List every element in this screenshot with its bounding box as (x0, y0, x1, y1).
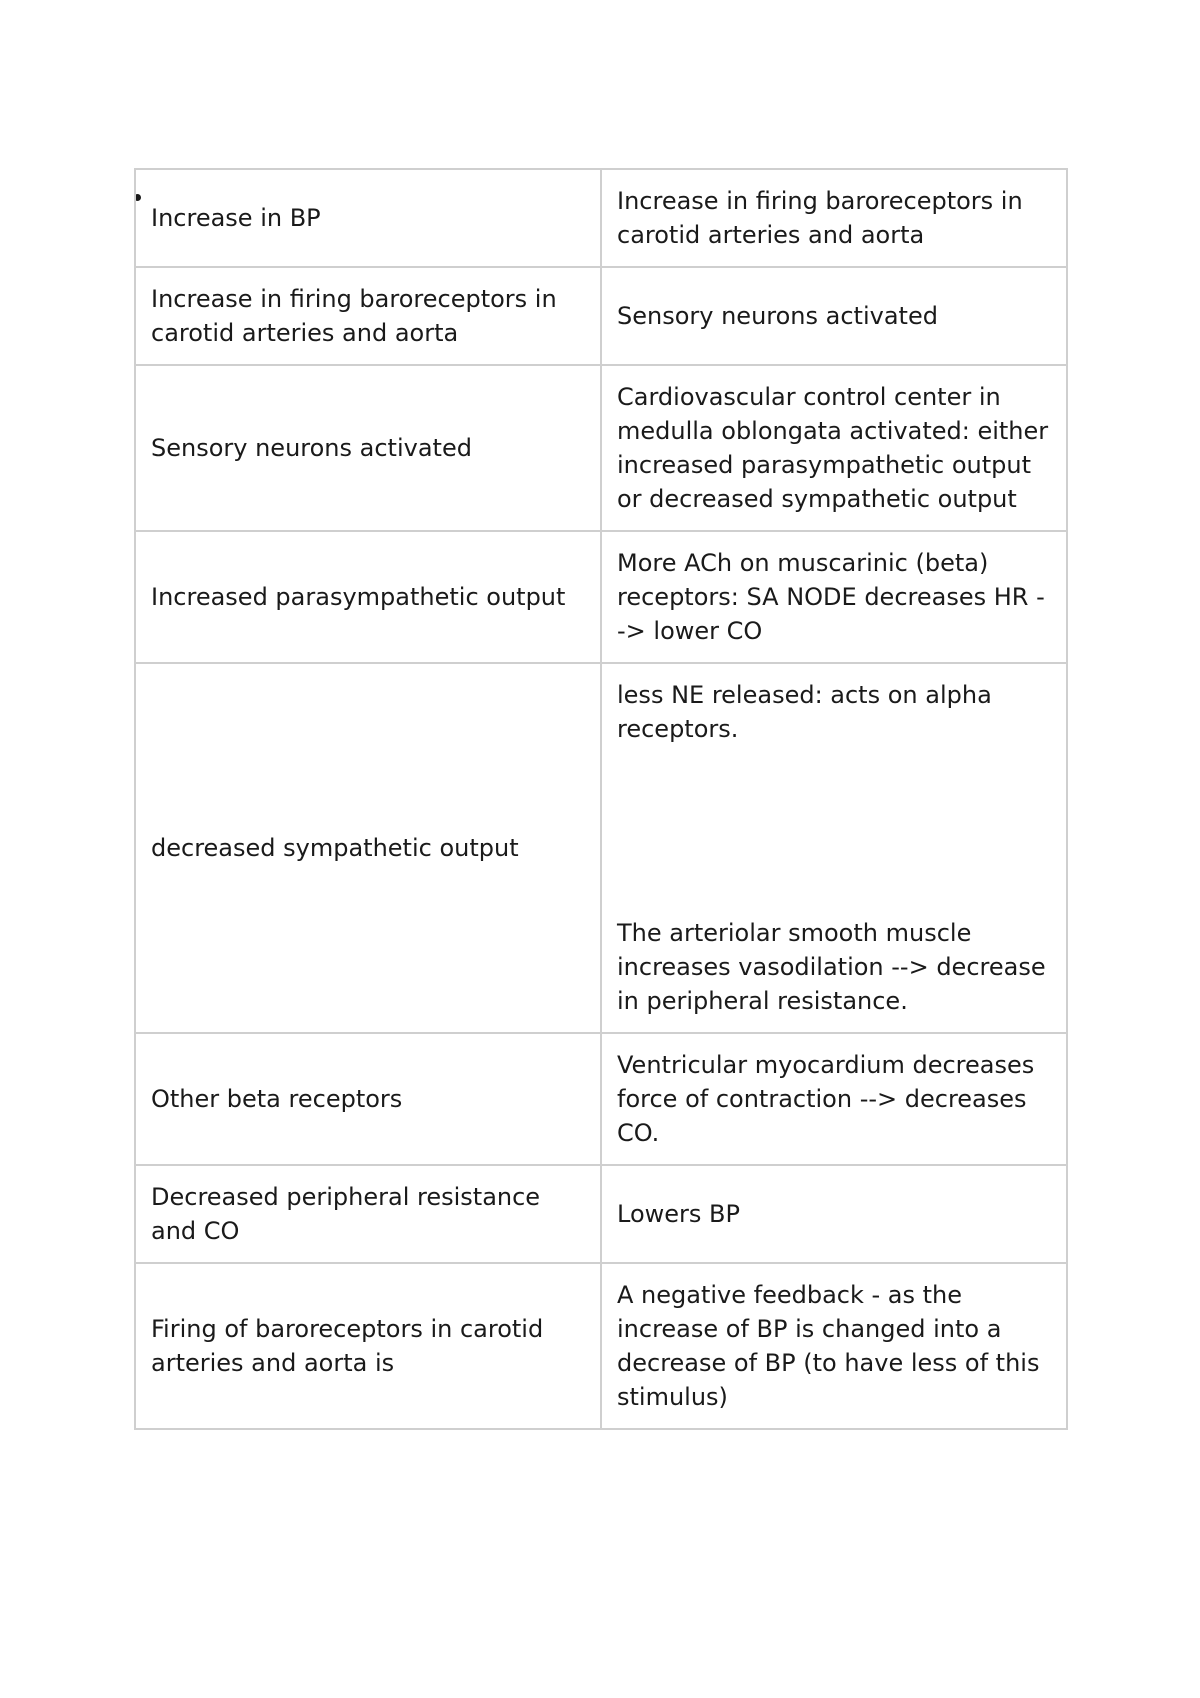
table-cell-right: Sensory neurons activated (601, 267, 1067, 365)
cell-paragraph: The arteriolar smooth muscle increases vasodilation --> decrease in peripheral resistance. (617, 919, 1046, 1015)
table-cell-right: Increase in firing baroreceptors in carotid arteries and aorta (601, 169, 1067, 267)
table-row (135, 169, 1067, 267)
table-cell-left: Sensory neurons activated (135, 365, 601, 531)
table-row (135, 267, 1067, 365)
table-cell-right (601, 663, 1067, 1033)
table-row (135, 365, 1067, 531)
table-row (135, 1165, 1067, 1263)
table-cell-right: Ventricular myocardium decreases force of contraction --> decreases CO. (601, 1033, 1067, 1165)
table-cell-left: Increased parasympathetic output (135, 531, 601, 663)
table-cell-left: Decreased peripheral resistance and CO (135, 1165, 601, 1263)
table-cell-left: Firing of baroreceptors in carotid arteries and aorta is (135, 1263, 601, 1429)
table-cell-left: Other beta receptors (135, 1033, 601, 1165)
baroreceptor-reflex-table (134, 168, 1068, 1430)
table-row (135, 663, 1067, 1033)
table-cell-left: Increase in BP (135, 169, 601, 267)
table-cell-left: decreased sympathetic output (135, 663, 601, 1033)
table-row (135, 531, 1067, 663)
table-row (135, 1033, 1067, 1165)
table-row (135, 1263, 1067, 1429)
table-cell-right: Cardiovascular control center in medulla oblongata activated: either increased parasympathetic output or decreased sympathetic output (601, 365, 1067, 531)
table-cell-left: Increase in firing baroreceptors in carotid arteries and aorta (135, 267, 601, 365)
table-cell-right: Lowers BP (601, 1165, 1067, 1263)
table-cell-right: A negative feedback - as the increase of BP is changed into a decrease of BP (to have less of this stimulus) (601, 1263, 1067, 1429)
table-cell-right: More ACh on muscarinic (beta) receptors: SA NODE decreases HR --> lower CO (601, 531, 1067, 663)
cell-spacer (617, 746, 1051, 916)
cell-paragraph: less NE released: acts on alpha receptors. (617, 681, 992, 743)
